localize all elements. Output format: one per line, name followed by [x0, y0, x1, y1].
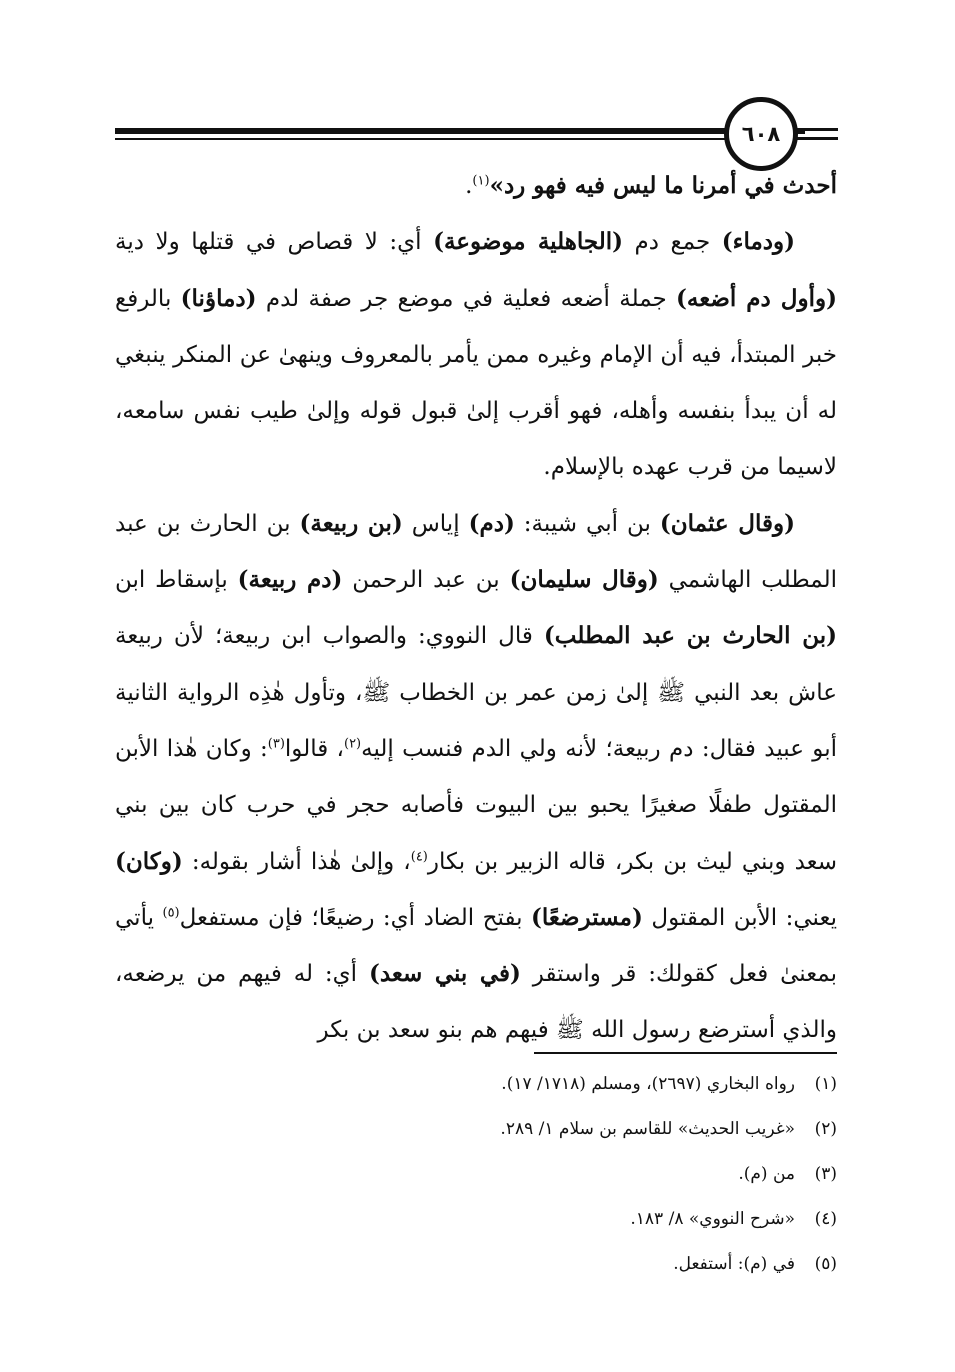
footnote-text: رواه البخاري (٢٦٩٧)، ومسلم (١٧١٨/ ١٧). — [501, 1074, 795, 1094]
text-run: . — [465, 173, 473, 199]
footnote — [115, 1197, 837, 1242]
footnote-ref: (٢) — [343, 736, 362, 752]
bold-quote: (دم ربيعة) — [237, 566, 343, 594]
bold-quote: أحدث في أمرنا ما ليس فيه فهو رد» — [489, 172, 837, 199]
main-text — [115, 158, 837, 1059]
footnote-text: في (م): أستفعل. — [673, 1254, 795, 1274]
text-run: ، وإلىٰ هٰذا أشار بقوله: — [182, 848, 411, 875]
bold-quote: (وكان) — [115, 847, 183, 875]
footnote-number: (٣) — [814, 1164, 837, 1184]
text-run: بن أبي شيبة: — [514, 510, 660, 537]
page-number: ٦٠٨ — [724, 97, 798, 171]
text-run: : وكان هٰذا الأبن المقتول طفلًا صغيرًا يحبو بين البيوت فأصابه حجر في حرب كان بين بني سعد وبني ليث بن بكر، قاله الزبير بن بكار — [115, 735, 838, 875]
footnote-text: «غريب الحديث» للقاسم بن سلام ١/ ٢٨٩. — [500, 1119, 795, 1139]
header-rule-thick — [115, 128, 805, 134]
footnote — [115, 1107, 837, 1152]
bold-quote: (الجاهلية موضوعة) — [433, 228, 623, 256]
text-run: يأتي بمعنىٰ فعل كقولك: قر واستقر — [115, 904, 837, 988]
header-rule-tail-lower — [796, 137, 838, 140]
paragraph — [115, 214, 837, 495]
footnote-text: من (م). — [738, 1164, 795, 1184]
bold-quote: (في بني سعد) — [368, 960, 521, 988]
text-run: ، قالوا — [284, 735, 344, 762]
bold-quote: (مسترضعًا) — [530, 903, 643, 931]
header-rule-tail-upper — [796, 128, 838, 131]
paragraph — [115, 158, 837, 214]
paragraph — [115, 496, 837, 1059]
footnote-number: (٥) — [814, 1254, 837, 1274]
footnote-number: (١) — [814, 1074, 837, 1094]
text-run: بالرفع خبر المبتدأ، فيه أن الإمام وغيره ممن يأمر بالمعروف وينهىٰ عن المنكر ينبغي له أن يبدأ بنفسه وأهله، فهو أقرب إلىٰ قبول قوله وإلىٰ طيب نفس سامعه، لاسيما من قرب عهده بالإسلام. — [115, 285, 837, 481]
text-run: بن الحارث بن عبد المطلب الهاشمي — [115, 510, 837, 594]
text-run: أي: لا قصاص في قتلها ولا دية — [115, 229, 434, 256]
bold-quote: (بن الحارث بن عبد المطلب) — [543, 622, 837, 650]
text-run: قال النووي: والصواب ابن ربيعة؛ لأن ربيعة عاش بعد النبي ﷺ إلىٰ زمن عمر بن الخطاب ﷺ، وتأول هٰذِه الرواية الثانية أبو عبيد فقال: دم ربيعة؛ لأنه ولي الدم فنسب إليه — [115, 623, 837, 762]
footnote-ref: (٥) — [162, 905, 180, 921]
text-run: بفتح الضاد أي: رضيعًا؛ فإن مستفعل — [179, 904, 531, 931]
bold-quote: (ودماء) — [721, 228, 796, 256]
footnote-ref: (٤) — [410, 848, 428, 864]
bold-quote: (دم) — [468, 509, 515, 537]
text-run: يعني: الأبن المقتول — [642, 904, 837, 931]
footnote-separator — [534, 1052, 837, 1054]
footnote-ref: (٣) — [267, 736, 285, 752]
text-run: بن عبد الرحمن — [342, 567, 510, 594]
footnote — [115, 1062, 837, 1107]
text-run: بإسقاط ابن — [115, 567, 238, 594]
bold-quote: (دماؤنا) — [180, 284, 257, 312]
footnote-ref: (١) — [472, 173, 490, 189]
footnote-number: (٢) — [814, 1119, 837, 1139]
footnotes — [115, 1062, 837, 1287]
footnote-text: «شرح النووي» ٨/ ١٨٣. — [630, 1209, 795, 1229]
footnote — [115, 1152, 837, 1197]
footnote — [115, 1242, 837, 1287]
header-rule-thin — [115, 138, 805, 140]
text-run: جمع دم — [622, 229, 722, 256]
bold-quote: (بن ربيعة) — [299, 509, 403, 537]
footnote-number: (٤) — [814, 1209, 837, 1229]
bold-quote: (وقال سليمان) — [509, 566, 659, 594]
text-run: أي: له فيهم من يرضعه، والذي أسترضع رسول الله ﷺ فيهم هم بنو سعد بن بكر — [115, 961, 837, 1044]
text-run: جملة أضعه فعلية في موضع جر صفة لدم — [256, 285, 677, 312]
bold-quote: (وأول دم أضعه) — [676, 284, 837, 312]
text-run: إياس — [402, 510, 469, 537]
bold-quote: (وقال عثمان) — [659, 509, 795, 537]
